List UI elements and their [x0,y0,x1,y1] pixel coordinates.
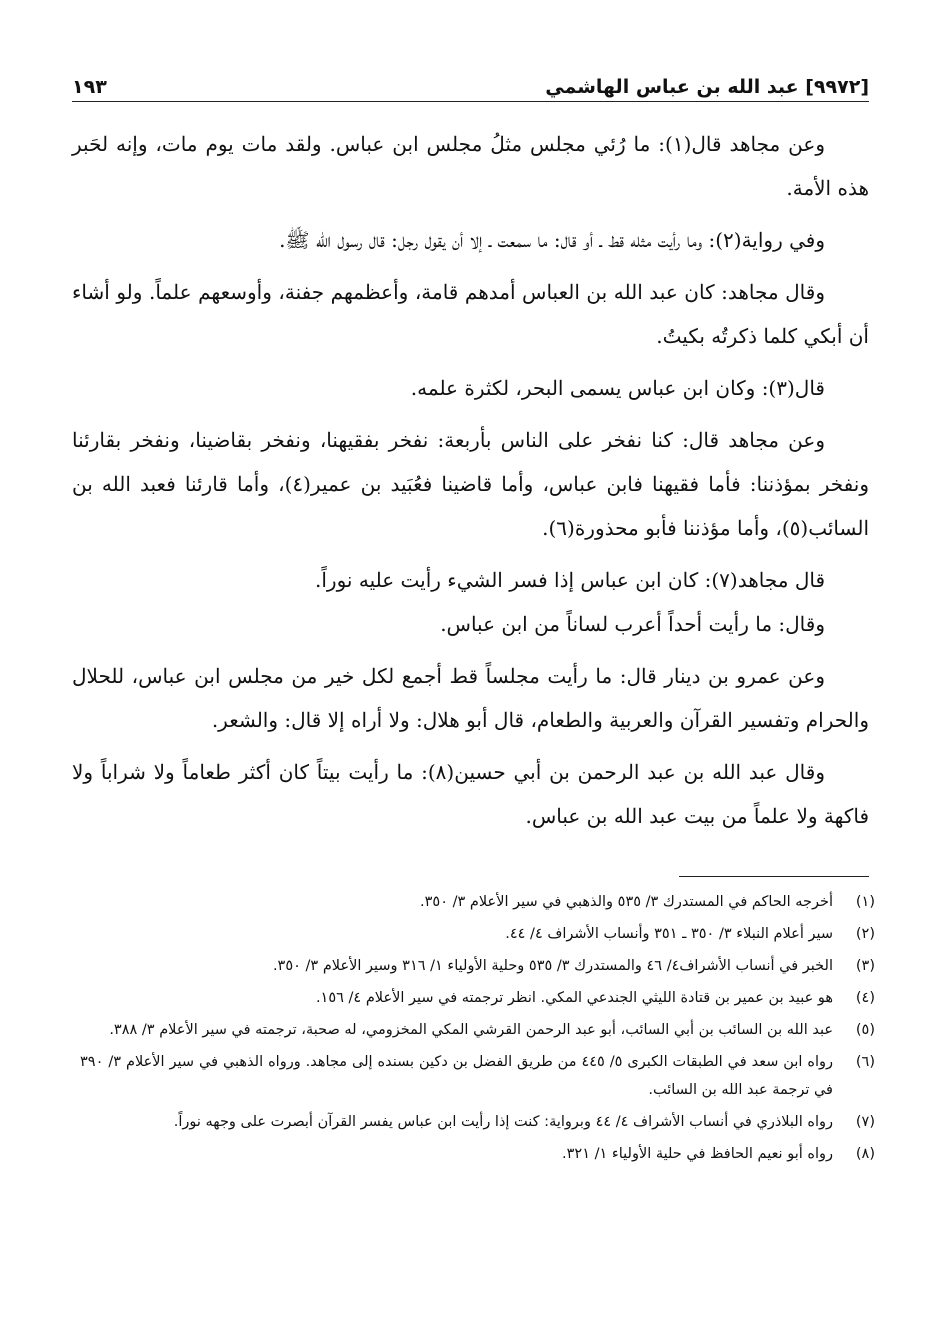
footnote-item [80,1108,875,1136]
footnote-item [80,1140,875,1168]
footnote-number: (٣) [855,958,875,974]
footnote-number: (٥) [855,1022,875,1038]
footnotes [80,888,875,1172]
footnote-item [80,952,875,980]
footnote-text: أخرجه الحاكم في المستدرك ٣/ ٥٣٥ والذهبي في سير الأعلام ٣/ ٣٥٠. [420,894,833,910]
footnote-item [80,984,875,1012]
paragraph-2: وفي رواية(٢): وما رأيت مثله قط ـ أو قال: ما سمعت ـ إلا أن يقول رجل: قال رسول الله ﷺ. [279,228,825,252]
main-text [72,122,869,846]
footnote-number: (١) [855,894,875,910]
footnote-number: (٤) [855,990,875,1006]
footnote-text: رواه ابن سعد في الطبقات الكبرى ٥/ ٤٤٥ من طريق الفضل بن دكين بسنده إلى مجاهد. ورواه الذهبي في سير الأعلام ٣/ ٣٩٠ في ترجمة عبد الله بن السائب. [80,1054,833,1098]
footnote-text: سير أعلام النبلاء ٣/ ٣٥٠ ـ ٣٥١ وأنساب الأشراف ٤/ ٤٤. [505,926,833,942]
page-header [72,58,869,98]
paragraph-6: قال مجاهد(٧): كان ابن عباس إذا فسر الشيء رأيت عليه نوراً. [315,568,825,592]
running-title: [٩٩٧٢] عبد الله بن عباس الهاشمي [545,76,869,98]
footnote-item [80,888,875,916]
paragraph-4: قال(٣): وكان ابن عباس يسمى البحر، لكثرة علمه. [410,376,825,400]
footnote-text: رواه البلاذري في أنساب الأشراف ٤/ ٤٤ وبرواية: كنت إذا رأيت ابن عباس يفسر القرآن أبصرت على وجهه نوراً. [173,1114,833,1130]
paragraph-5: وعن مجاهد قال: كنا نفخر على الناس بأربعة: نفخر بفقيهنا، ونفخر بقاضينا، ونفخر بقارئنا ونفخر بمؤذننا: فأما فقيهنا فابن عباس، وأما قاضينا فعُبَيد بن عمير(٤)، وأما قارئنا فعبد الله بن السائب(٥)، وأما مؤذننا فأبو محذورة(٦). [72,428,869,540]
paragraph-1: وعن مجاهد قال(١): ما رُئي مجلس مثلُ مجلس ابن عباس. ولقد مات يوم مات، وإنه لحَبر هذه الأمة. [72,132,869,200]
footnote-number: (٨) [855,1146,875,1162]
footnote-text: هو عبيد بن عمير بن قتادة الليثي الجندعي المكي. انظر ترجمته في سير الأعلام ٤/ ١٥٦. [315,990,833,1006]
footnote-separator [679,876,869,877]
paragraph-7: وقال: ما رأيت أحداً أعرب لساناً من ابن عباس. [440,612,825,636]
footnote-text: رواه أبو نعيم الحافظ في حلية الأولياء ١/ ٣٢١. [562,1146,833,1162]
footnote-item [80,920,875,948]
page-number: ١٩٣ [72,76,107,98]
footnote-text: عبد الله بن السائب بن أبي السائب، أبو عبد الرحمن القرشي المكي المخزومي، له صحبة، ترجمته في سير الأعلام ٣/ ٣٨٨. [109,1022,833,1038]
paragraph-8: وعن عمرو بن دينار قال: ما رأيت مجلساً قط أجمع لكل خير من مجلس ابن عباس، للحلال والحرام وتفسير القرآن والعربية والطعام، قال أبو هلال: ولا أراه إلا قال: والشعر. [72,664,869,732]
footnote-number: (٦) [855,1054,875,1070]
footnote-item [80,1016,875,1044]
header-rule [72,101,869,102]
footnote-item [80,1048,875,1104]
paragraph-9: وقال عبد الله بن عبد الرحمن بن أبي حسين(٨): ما رأيت بيتاً كان أكثر طعاماً ولا شراباً ولا فاكهة ولا علماً من بيت عبد الله بن عباس. [72,760,869,828]
paragraph-3: وقال مجاهد: كان عبد الله بن العباس أمدهم قامة، وأعظمهم جفنة، وأوسعهم علماً. ولو أشاء أن أبكي كلما ذكرتُه بكيتُ. [72,280,869,348]
footnote-text: الخبر في أنساب الأشراف٤/ ٤٦ والمستدرك ٣/ ٥٣٥ وحلية الأولياء ١/ ٣١٦ وسير الأعلام ٣/ ٣٥٠. [272,958,833,974]
footnote-number: (٧) [855,1114,875,1130]
footnote-number: (٢) [855,926,875,942]
